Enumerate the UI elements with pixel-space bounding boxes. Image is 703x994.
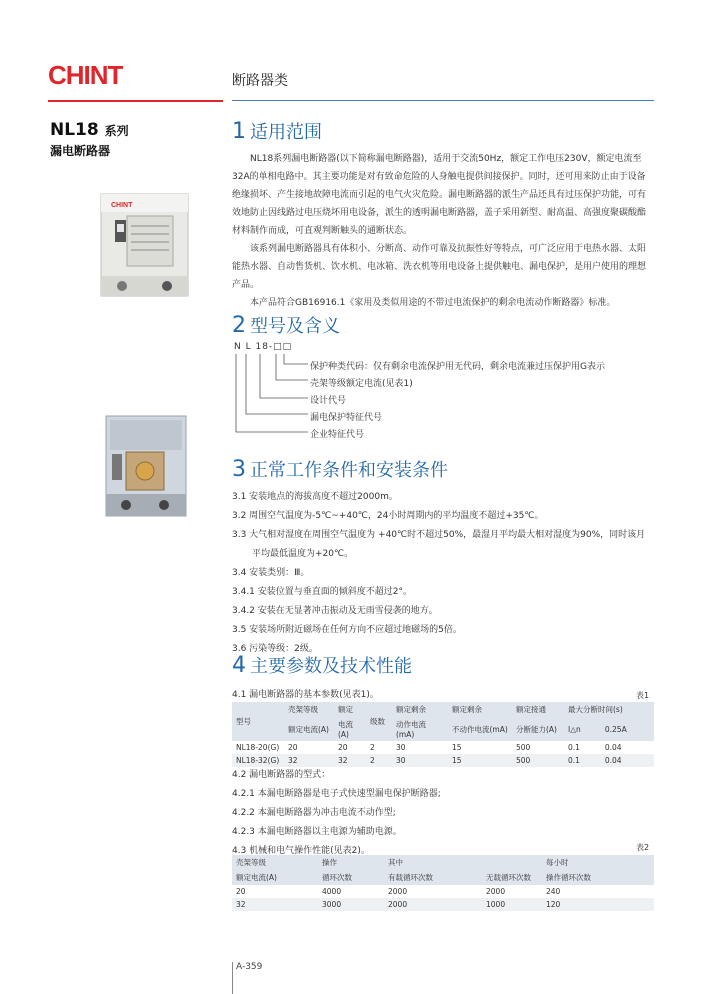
condition-item: 3.3 大气相对湿度在周围空气温度为 +40℃时不超过50%，最湿月平均最大相对湿度为90%，同时该月 [232,530,646,540]
table-cell: 30 [396,743,406,752]
header-divider-red [48,100,223,102]
section-4-heading [232,652,412,678]
section-4-title: 主要参数及技术性能 [250,656,412,677]
table-cell: 2 [370,743,375,752]
product-name: 漏电断路器 [50,144,111,158]
table-cell: 0.04 [604,743,622,752]
table-cell: 4000 [322,887,342,896]
table-cell: 240 [546,887,561,896]
table-cell: 2000 [388,900,408,909]
condition-item: 3.1 安装地点的海拔高度不超过2000m。 [232,492,398,502]
table-cell: 0.1 [568,743,580,752]
section-3-title: 正常工作条件和安装条件 [250,460,448,481]
section-2-number: 2 [232,313,246,338]
table-1-header-cell: 分断能力(A) [516,724,557,734]
table-cell: 500 [516,756,531,765]
table-2-header-cell: 循环次数 [322,873,352,882]
table-2-header-cell: 额定电流(A) [236,873,277,882]
table-1-header-cell: 额定剩余 [452,705,482,714]
product-image-front [97,190,192,300]
table-2-header-cell: 壳架等级 [236,858,266,867]
section-2-heading [232,312,340,338]
table-1-header-row [232,702,654,717]
table-row [232,741,654,754]
table-cell: 15 [452,743,462,752]
table-cell: 2000 [486,887,506,896]
table-2-label: 表2 [636,843,650,852]
table-cell: NL18-32(G) [236,756,280,765]
table-cell: 32 [236,900,246,909]
table-row [232,885,654,898]
footer-divider [232,962,233,994]
legend-protection-feature: 漏电保护特征代号 [310,413,383,423]
table-cell: 120 [546,900,561,909]
table-1-header-cell: 最大分断时间(s) [568,705,623,714]
image-logo-label: CHINT [111,202,133,209]
table-cell: 0.04 [604,756,622,765]
table-2-header-cell: 有载循环次数 [388,873,433,882]
table-1-caption: 4.1 漏电断路器的基本参数(见表1)。 [232,690,379,700]
section-1-body [232,150,654,312]
condition-item: 3.2 周围空气温度为-5℃~+40℃，24小时周期内的平均温度不超过+35℃。 [232,511,544,521]
table-1-header-cell: 电流(A) [338,720,353,739]
table-2-header-cell: 无载循环次数 [486,873,531,882]
header-divider-blue [232,100,654,101]
table-1-header-cell: 额定接通 [516,705,546,714]
table-cell: 20 [288,743,298,752]
type-item: 4.3 机械和电气操作性能(见表2)。 [232,846,370,856]
table-1-header-cell: I△n [568,724,581,734]
product-series: 系列 [104,124,129,138]
table-1-header-cell: 动作电流(mA) [396,720,426,739]
section-3-number: 3 [232,457,246,482]
condition-item: 3.5 安装场所附近磁场在任何方向不应超过地磁场的5倍。 [232,625,462,635]
section-2-title: 型号及含义 [250,316,340,337]
condition-item: 平均最低温度为+20℃。 [252,549,354,559]
section-4-number: 4 [232,653,246,678]
type-item: 4.2 漏电断路器的型式： [232,770,331,780]
condition-item: 3.4.1 安装位置与垂直面的倾斜度不超过2°。 [232,587,412,597]
table-2 [232,855,654,911]
table-cell: 30 [396,756,406,765]
table-1-label: 表1 [636,691,650,700]
table-cell: 500 [516,743,531,752]
section-4-mid-list [232,766,654,861]
page-number: A-359 [236,962,263,972]
table-1-header-cell: 额定 [338,705,353,714]
table-1-header-cell: 额定剩余 [396,705,426,714]
table-2-header-cell: 其中 [388,858,403,867]
category-title: 断路器类 [232,73,288,89]
table-2-header-row [232,870,654,885]
table-cell: 2 [370,756,375,765]
table-cell: 15 [452,756,462,765]
table-2-header-row [232,855,654,870]
section-3-list [232,488,654,659]
section-1-para-2: 该系列漏电断路器具有体积小、分断高、动作可靠及抗振性好等特点，可广泛应用于电热水器、太阳能热水器、自动售货机、饮水机、电冰箱、洗衣机等用电设备上提供触电、漏电保护，是用户使用的理想产品。 [232,244,647,290]
model-code-legend [310,359,605,444]
table-cell: 0.1 [568,756,580,765]
type-item: 4.2.1 本漏电断路器是电子式快速型漏电保护断路器; [232,789,441,799]
section-1-heading [232,118,322,144]
section-1-para-3: 本产品符合GB16916.1《家用及类似用途的不带过电流保护的剩余电流动作断路器》标准。 [250,298,616,308]
legend-protection-type: 保护种类代码：仅有剩余电流保护用无代码，剩余电流兼过压保护用G表示 [310,362,605,372]
table-2-header-cell: 操作 [322,858,337,867]
section-1-para-1: NL18系列漏电断路器(以下简称漏电断路器)，适用于交流50Hz，额定工作电压230V，额定电流至32A的单相电路中。其主要功能是对有致命危险的人身触电提供间接保护。同时，还可用来防止由于设备绝缘损坏、产生接地故障电流而引起的电气火灾危险。漏电断路器的派生产品还具有过压保护功能，可有效地防止因线路过电压烧坏用电设备，派生的透明漏电断路器，盖子采用新型、耐高温、高强度聚碳酸酯材料制作而成，可直观判断触头的通断状态。 [232,154,647,236]
table-1-header-row [232,717,654,741]
table-cell: 3000 [322,900,342,909]
table-cell: NL18-20(G) [236,743,280,752]
table-1 [232,702,654,767]
product-model [50,120,129,140]
model-code: N L 18-□□ [234,342,293,352]
table-1-header-cell: 0.25A [604,724,627,734]
table-1-header-cell: 型号 [236,717,251,726]
product-image-transparent [98,412,193,520]
chint-logo: CHINT [48,60,123,90]
table-2-header-cell: 每小时 [546,858,569,867]
table-1-header-cell: 壳架等级 [288,705,318,714]
model-code-diagram-lines [232,352,312,436]
table-2-header-cell: 操作循环次数 [546,873,591,882]
product-model-code: NL18 [50,120,99,140]
section-1-title: 适用范围 [250,122,322,143]
condition-item: 3.4 安装类别：Ⅲ。 [232,568,310,578]
table-cell: 32 [288,756,298,765]
legend-frame-current: 壳架等级额定电流(见表1) [310,379,413,389]
table-row [232,898,654,911]
table-1-header-cell: 级数 [370,717,385,726]
section-3-heading [232,456,448,482]
section-1-number: 1 [232,119,246,144]
condition-item: 3.4.2 安装在无显著冲击振动及无雨雪侵袭的地方。 [232,606,438,616]
condition-item: 3.6 污染等级：2级。 [232,644,318,654]
type-item: 4.2.3 本漏电断路器以主电源为辅助电源。 [232,827,402,837]
legend-design-code: 设计代号 [310,396,347,406]
type-item: 4.2.2 本漏电断路器为冲击电流不动作型; [232,808,396,818]
table-1-header-cell: 额定电流(A) [288,724,329,734]
legend-enterprise-code: 企业特征代号 [310,430,365,440]
table-cell: 1000 [486,900,506,909]
table-1-header-cell: 不动作电流(mA) [452,724,508,734]
table-cell: 32 [338,756,348,765]
table-cell: 2000 [388,887,408,896]
table-cell: 20 [338,743,348,752]
table-cell: 20 [236,887,246,896]
